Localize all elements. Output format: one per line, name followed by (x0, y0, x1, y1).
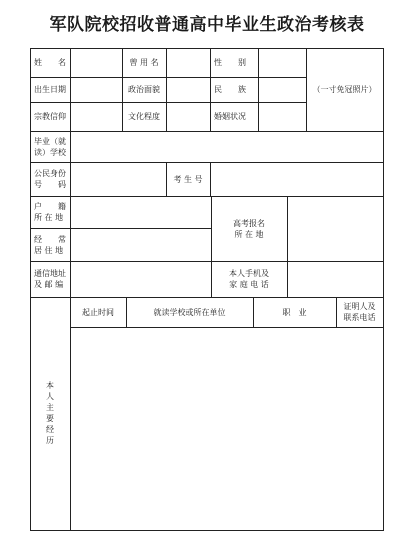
former-name-label: 曾 用 名 (129, 58, 159, 67)
experience-field[interactable] (71, 328, 382, 530)
gender-label: 性 别 (214, 58, 246, 67)
exam-location-field[interactable] (288, 197, 382, 260)
birth-date-field[interactable] (71, 78, 121, 101)
id-number-label: 公民身份 号 码 (34, 169, 66, 189)
school-unit-header: 就读学校或所在单位 (153, 307, 226, 317)
photo-placeholder: （一寸免冠照片） (312, 85, 377, 94)
political-status-label: 政治面貌 (128, 85, 160, 94)
gender-field[interactable] (259, 49, 305, 76)
birth-date-label: 出生日期 (34, 85, 66, 94)
address-field[interactable] (71, 262, 210, 296)
school-field[interactable] (71, 132, 382, 161)
experience-label: 本人主要经历 (45, 381, 55, 447)
table-border-bottom (30, 530, 383, 531)
religion-field[interactable] (71, 103, 121, 130)
id-number-field[interactable] (71, 163, 165, 195)
former-name-field[interactable] (167, 49, 209, 76)
ethnicity-field[interactable] (259, 78, 305, 101)
residence-label: 经 常 居 住 地 (34, 234, 66, 255)
marital-status-field[interactable] (259, 103, 305, 130)
residence-field[interactable] (71, 229, 210, 260)
education-label: 文化程度 (128, 112, 160, 121)
household-label: 户 籍 所 在 地 (34, 202, 66, 222)
form-title: 军队院校招收普通高中毕业生政治考核表 (49, 15, 365, 35)
marital-status-label: 婚姻状况 (214, 112, 246, 121)
name-field[interactable] (71, 49, 121, 76)
exam-location-label: 高考报名 所 在 地 (233, 218, 265, 239)
start-end-time-header: 起止时间 (82, 307, 114, 317)
address-label: 通信地址 及 邮 编 (34, 269, 66, 289)
position-header: 职 业 (282, 307, 307, 317)
education-field[interactable] (167, 103, 209, 130)
phone-field[interactable] (288, 262, 382, 296)
name-label: 姓 名 (34, 58, 66, 67)
witness-header: 证明人及 联系电话 (343, 302, 376, 322)
exam-number-label: 考 生 号 (173, 174, 203, 184)
exam-number-field[interactable] (211, 163, 382, 195)
religion-label: 宗教信仰 (34, 112, 66, 121)
phone-label: 本人手机及 家 庭 电 话 (229, 269, 269, 289)
ethnicity-label: 民 族 (214, 85, 246, 94)
table-border-right (383, 48, 384, 531)
school-label: 毕业（就 读）学校 (34, 136, 66, 157)
political-status-field[interactable] (167, 78, 209, 101)
household-field[interactable] (71, 197, 210, 227)
